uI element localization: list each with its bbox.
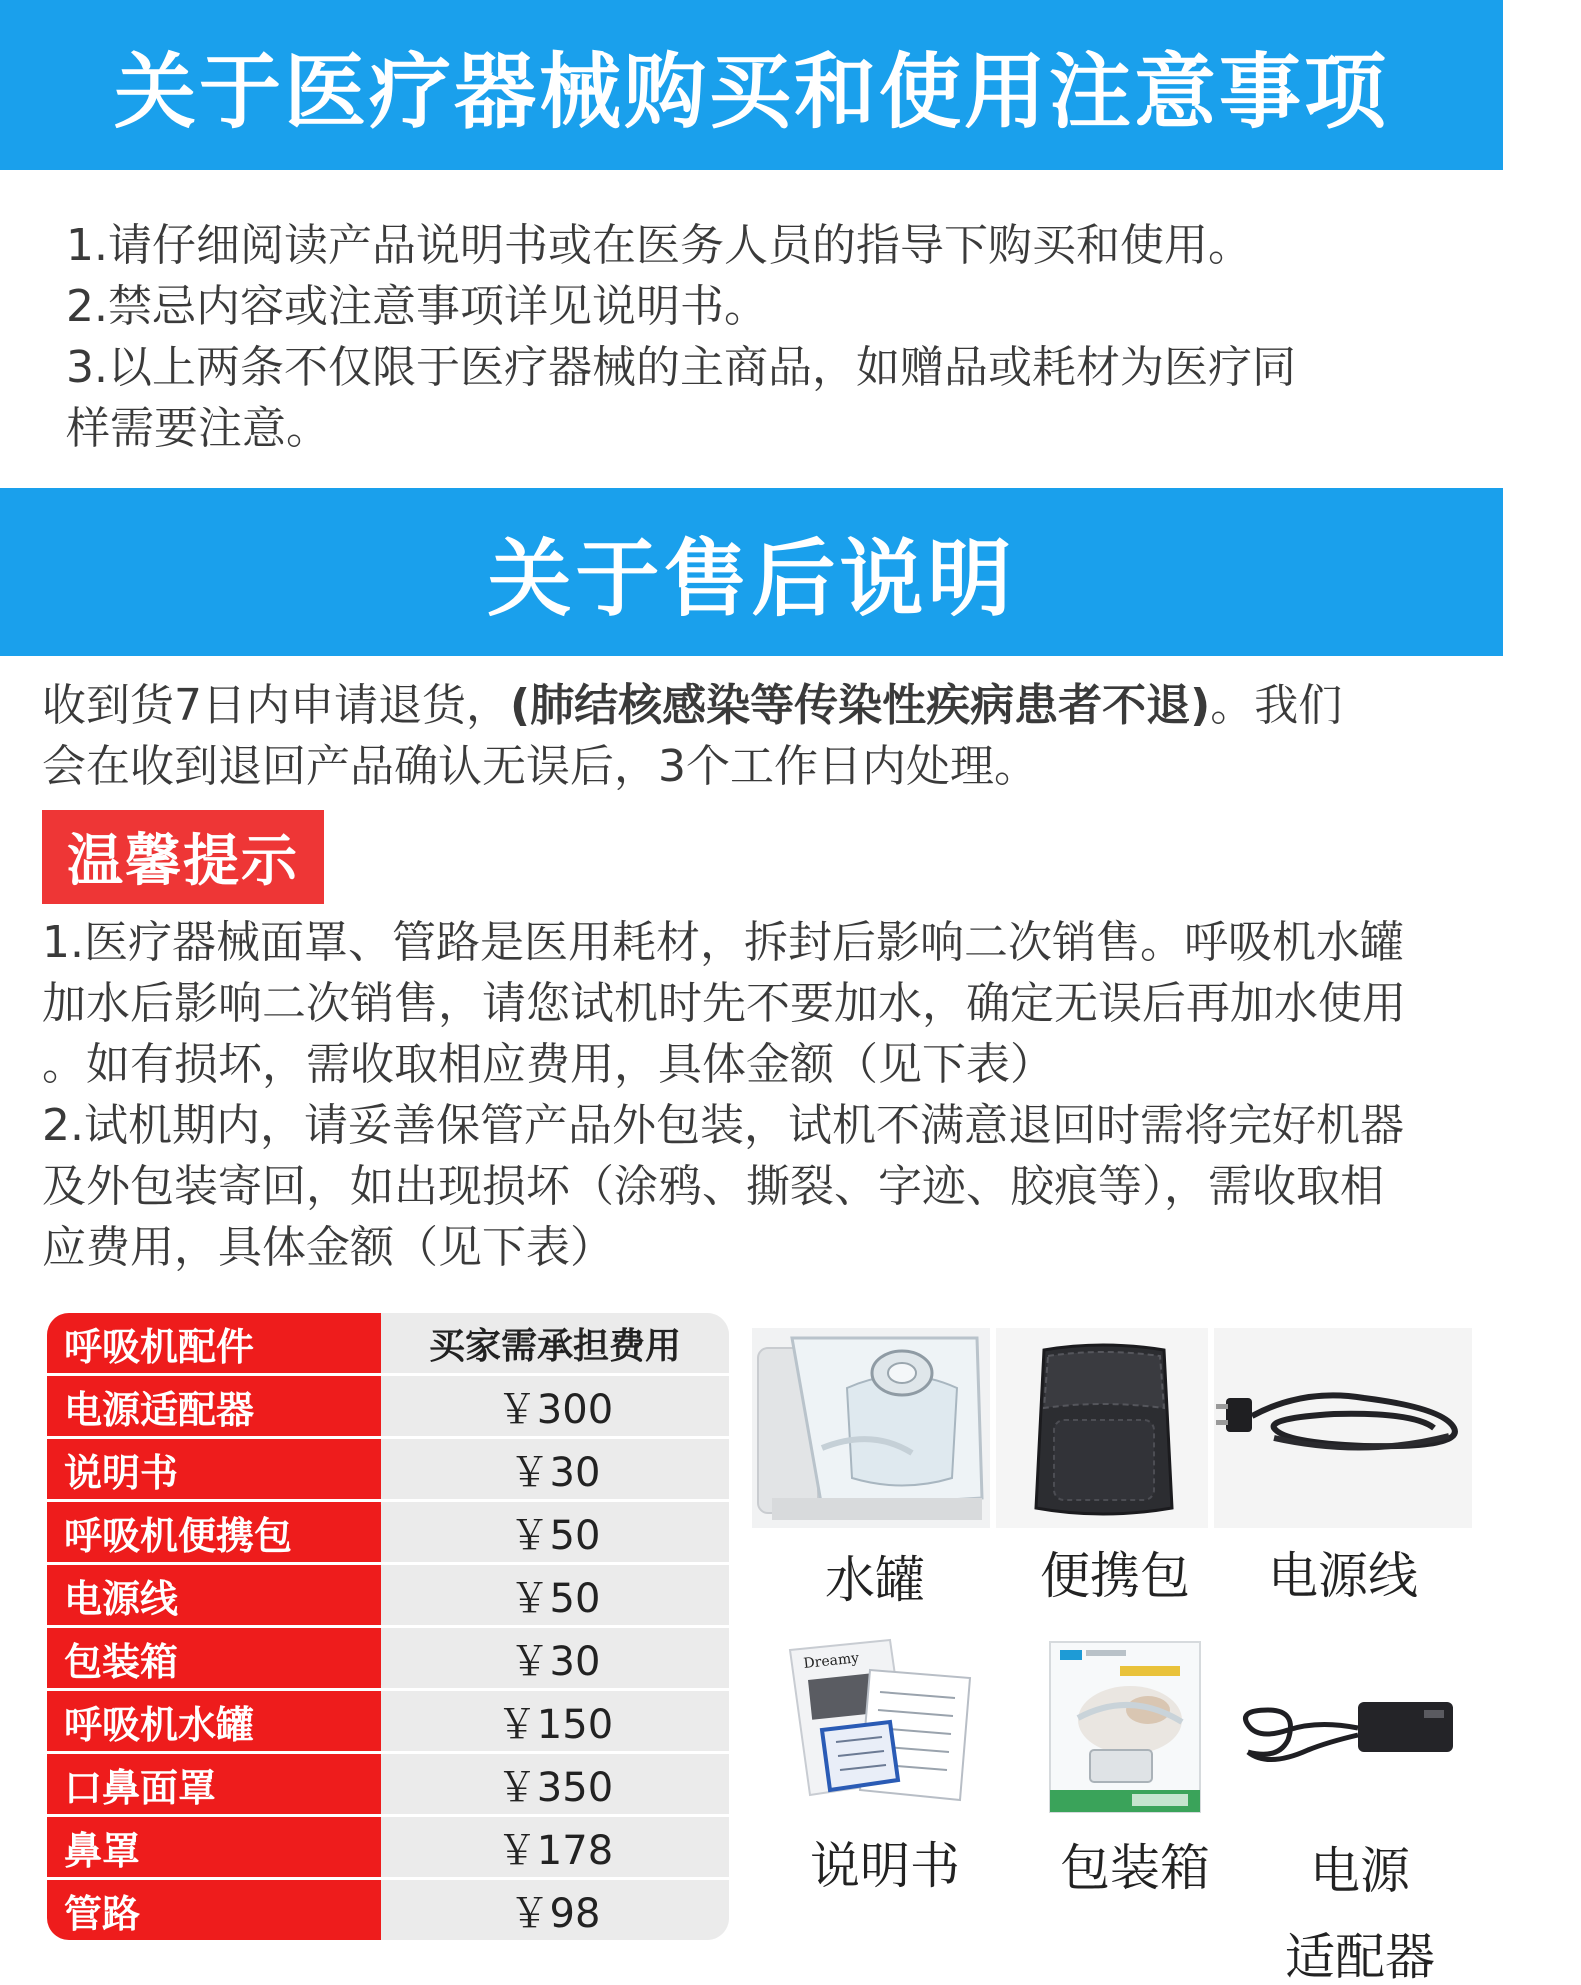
after-sales-exception: (肺结核感染等传染性疾病患者不退) <box>510 680 1211 731</box>
purchase-note-line: 样需要注意。 <box>66 403 330 454</box>
table-header-row <box>47 1313 729 1373</box>
header-accessory: 呼吸机配件 <box>47 1313 381 1373</box>
table-row <box>47 1817 729 1877</box>
accessory-name: 呼吸机便携包 <box>47 1502 381 1562</box>
accessory-name: 管路 <box>47 1880 381 1940</box>
packing-box-photo <box>1020 1630 1210 1820</box>
accessory-name: 说明书 <box>47 1439 381 1499</box>
after-sales-text-c: 。我们 <box>1210 680 1343 731</box>
purchase-note-line: 3.以上两条不仅限于医疗器械的主商品，如赠品或耗材为医疗同 <box>66 342 1296 393</box>
header-fee: 买家需承担费用 <box>381 1313 729 1373</box>
water-tank-photo <box>752 1328 990 1528</box>
product-caption-line: 适配器 <box>1285 1928 1435 1985</box>
purchase-notes <box>66 215 1296 459</box>
accessory-fee: ￥150 <box>381 1691 729 1751</box>
accessory-fee: ￥50 <box>381 1502 729 1562</box>
warm-tip-notes <box>42 912 1406 1278</box>
fee-table <box>47 1313 729 1940</box>
accessory-fee: ￥98 <box>381 1880 729 1940</box>
accessory-fee: ￥350 <box>381 1754 729 1814</box>
product-caption: 包装箱 <box>1060 1839 1210 1897</box>
after-sales-line: 会在收到退回产品确认无误后，3个工作日内处理。 <box>42 741 1038 792</box>
table-row <box>47 1502 729 1562</box>
power-adapter-photo <box>1228 1680 1458 1780</box>
accessory-fee: ￥50 <box>381 1565 729 1625</box>
table-row <box>47 1691 729 1751</box>
table-row <box>47 1376 729 1436</box>
carry-bag-photo <box>996 1328 1208 1528</box>
after-sales-line <box>42 675 1342 736</box>
power-cord-photo <box>1214 1328 1472 1528</box>
accessory-name: 呼吸机水罐 <box>47 1691 381 1751</box>
warm-tip-line: 及外包装寄回，如出现损坏（涂鸦、撕裂、字迹、胶痕等），需收取相 <box>42 1161 1384 1212</box>
accessory-name: 口鼻面罩 <box>47 1754 381 1814</box>
accessory-name: 鼻罩 <box>47 1817 381 1877</box>
table-row <box>47 1880 729 1940</box>
warm-tip-line: 加水后影响二次销售，请您试机时先不要加水，确定无误后再加水使用 <box>42 978 1406 1029</box>
table-row <box>47 1628 729 1688</box>
warm-tip-line: 1.医疗器械面罩、管路是医用耗材，拆封后影响二次销售。呼吸机水罐 <box>42 917 1404 968</box>
product-caption: 水罐 <box>825 1551 925 1609</box>
accessory-fee: ￥300 <box>381 1376 729 1436</box>
table-row <box>47 1565 729 1625</box>
accessory-fee: ￥30 <box>381 1628 729 1688</box>
warm-tip-badge: 温馨提示 <box>42 810 324 904</box>
product-caption: 说明书 <box>810 1837 960 1895</box>
after-sales-banner: 关于售后说明 <box>0 488 1503 656</box>
accessory-name: 包装箱 <box>47 1628 381 1688</box>
product-caption: 便携包 <box>1040 1547 1190 1605</box>
accessory-name: 电源线 <box>47 1565 381 1625</box>
product-caption-line: 电源 <box>1310 1842 1410 1900</box>
accessory-name: 电源适配器 <box>47 1376 381 1436</box>
table-row <box>47 1754 729 1814</box>
purchase-note-line: 1.请仔细阅读产品说明书或在医务人员的指导下购买和使用。 <box>66 220 1252 271</box>
purchase-notice-banner: 关于医疗器械购买和使用注意事项 <box>0 0 1503 170</box>
product-caption <box>1260 1828 1460 1985</box>
product-caption: 电源线 <box>1268 1547 1418 1605</box>
purchase-note-line: 2.禁忌内容或注意事项详见说明书。 <box>66 281 768 332</box>
warm-tip-line: 2.试机期内，请妥善保管产品外包装，试机不满意退回时需将完好机器 <box>42 1100 1404 1151</box>
after-sales-text <box>42 675 1342 797</box>
after-sales-text-a: 收到货7日内申请退货， <box>42 680 510 731</box>
warm-tip-line: 。如有损坏，需收取相应费用，具体金额（见下表） <box>42 1039 1054 1090</box>
accessory-fee: ￥30 <box>381 1439 729 1499</box>
warm-tip-line: 应费用，具体金额（见下表） <box>42 1222 614 1273</box>
accessory-fee: ￥178 <box>381 1817 729 1877</box>
svg-text:Dreamy: Dreamy <box>802 1650 860 1672</box>
manual-photo <box>770 1630 980 1810</box>
table-row <box>47 1439 729 1499</box>
